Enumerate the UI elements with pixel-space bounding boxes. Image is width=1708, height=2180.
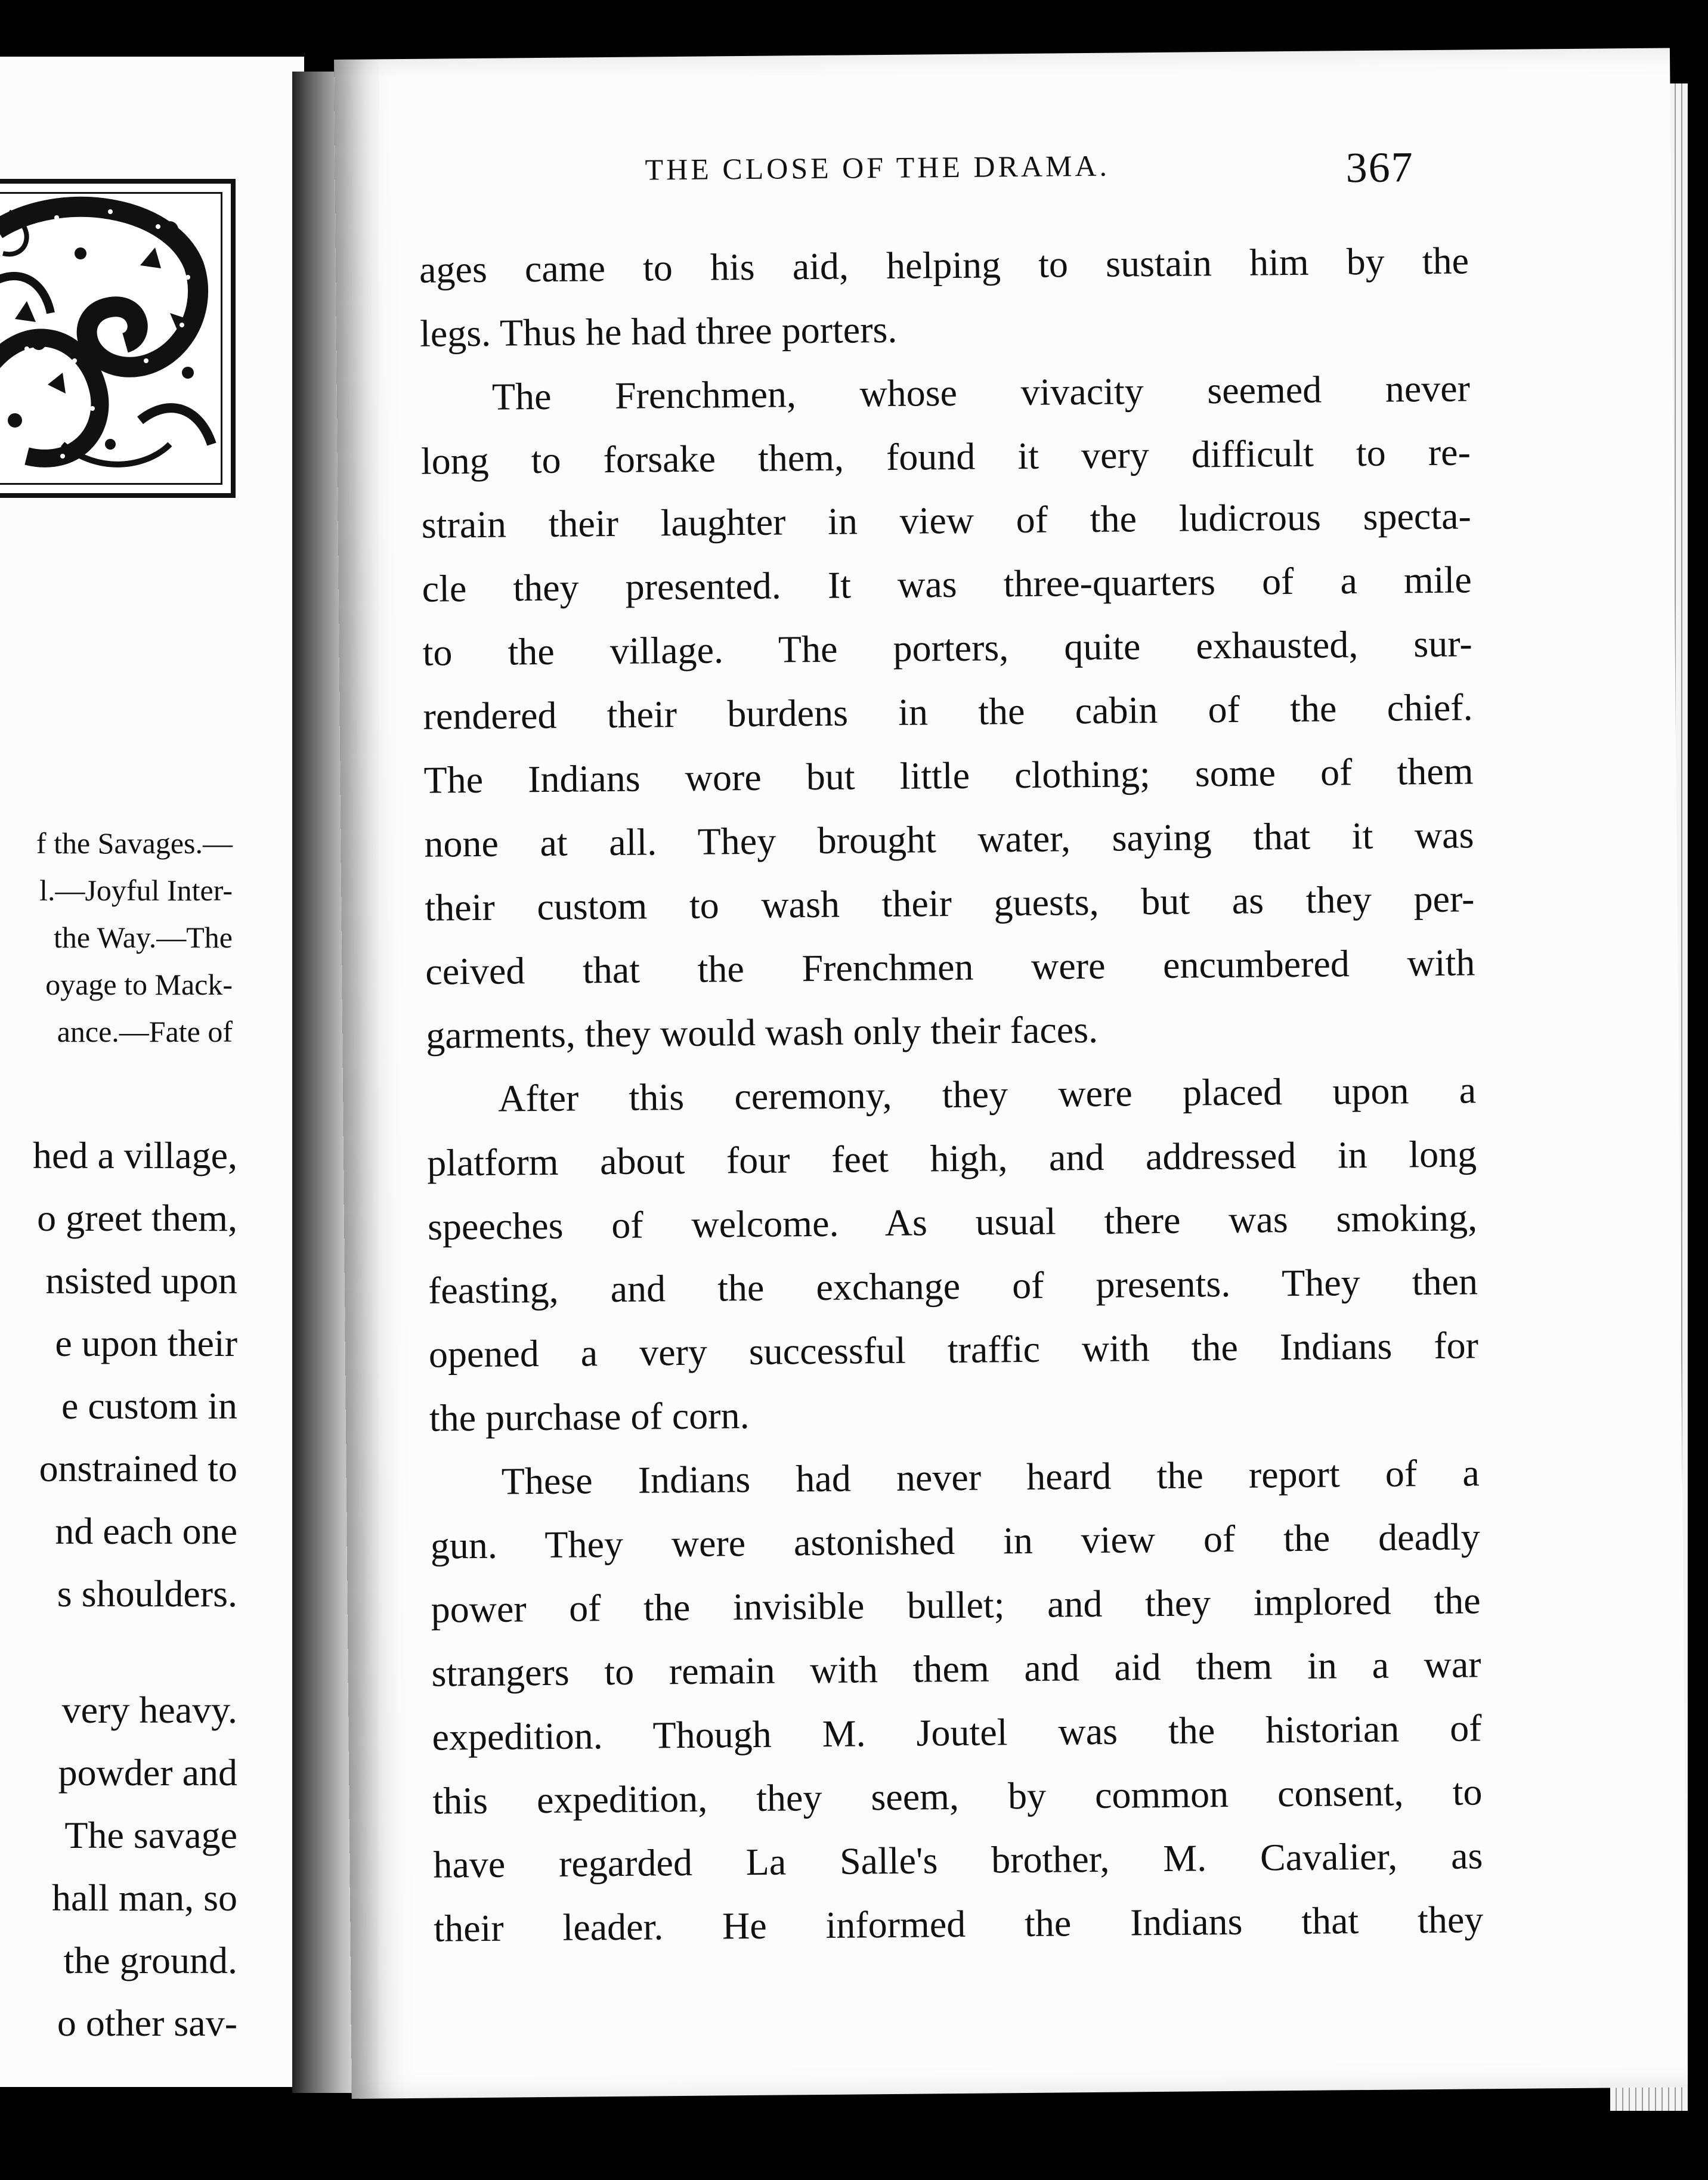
text-line: the purchase of corn.	[429, 1394, 750, 1439]
text-line: legs. Thus he had three porters.	[419, 308, 898, 355]
text-line: none at all. They brought water, saying that it was	[424, 813, 1474, 865]
left-summary-line: the Way.—The	[53, 921, 233, 954]
left-body-line: powder and	[58, 1751, 237, 1794]
text-line: ages came to his aid, helping to sustain him by the	[419, 239, 1469, 291]
left-body-gap	[0, 1625, 237, 1679]
text-line: strain their laughter in view of the ludicrous specta-	[421, 494, 1472, 546]
text-line: have regarded La Salle's brother, M. Cavalier, as	[433, 1834, 1483, 1886]
text-line: long to forsake them, found it very difficult to re-	[420, 431, 1471, 482]
body-text	[419, 228, 1484, 1960]
left-body-line: very heavy.	[61, 1689, 237, 1731]
text-line: rendered their burdens in the cabin of the chief.	[423, 686, 1473, 738]
text-line: to the village. The porters, quite exhausted, sur-	[422, 622, 1472, 674]
left-body-line: the ground.	[63, 1939, 237, 1981]
left-body-line: nd each one	[55, 1510, 237, 1552]
text-line: These Indians had never heard the report of a	[501, 1451, 1480, 1503]
text-line: cle they presented. It was three-quarters of a mile	[422, 558, 1472, 610]
text-line: this expedition, they seem, by common consent, to	[432, 1770, 1483, 1822]
left-body-line: onstrained to	[39, 1447, 237, 1490]
left-page	[0, 57, 304, 2087]
text-line: gun. They were astonished in view of the deadly	[430, 1515, 1480, 1567]
text-line: feasting, and the exchange of presents. They then	[428, 1260, 1478, 1312]
text-line: opened a very successful traffic with the Indians for	[428, 1324, 1479, 1376]
text-line: power of the invisible bullet; and they implored the	[431, 1579, 1481, 1631]
left-body-text	[0, 1124, 237, 2054]
left-body-line: nsisted upon	[45, 1259, 237, 1302]
text-line: strangers to remain with them and aid them in a war	[431, 1643, 1481, 1695]
text-line: After this ceremony, they were placed upon a	[497, 1069, 1477, 1120]
text-line: The Indians wore but little clothing; some of them	[423, 750, 1474, 801]
right-page	[334, 48, 1688, 2098]
left-body-line: hed a village,	[33, 1134, 237, 1176]
left-summary-line: oyage to Mack-	[45, 968, 233, 1001]
text-line: garments, they would wash only their faces.	[425, 1008, 1099, 1057]
left-summary-line: l.—Joyful Inter-	[39, 874, 233, 907]
left-body-line: The savage	[64, 1814, 237, 1856]
left-summary-line: f the Savages.—	[36, 826, 233, 860]
ornamental-initial	[0, 179, 236, 498]
left-body-line: o greet them,	[37, 1197, 237, 1239]
text-line: their leader. He informed the Indians that they	[434, 1898, 1484, 1950]
left-chapter-summary	[0, 820, 233, 1055]
text-line: their custom to wash their guests, but as they per-	[425, 877, 1475, 929]
text-line: platform about four feet high, and addressed in long	[426, 1132, 1477, 1184]
left-summary-line: ance.—Fate of	[57, 1015, 233, 1048]
left-body-line: e upon their	[55, 1322, 237, 1364]
left-body-line: hall man, so	[51, 1876, 237, 1919]
left-body-line: o other sav-	[57, 2002, 237, 2044]
running-title: THE CLOSE OF THE DRAMA.	[645, 148, 1110, 187]
left-body-line: s shoulders.	[57, 1572, 237, 1615]
text-line: speeches of welcome. As usual there was smoking,	[427, 1196, 1478, 1248]
page-number: 367	[1345, 143, 1414, 192]
text-line: expedition. Though M. Joutel was the historian of	[432, 1707, 1482, 1758]
left-body-line: e custom in	[61, 1385, 237, 1427]
text-line: ceived that the Frenchmen were encumbered with	[425, 941, 1475, 993]
text-line: The Frenchmen, whose vivacity seemed never	[491, 367, 1471, 418]
ornament-scroll-icon	[0, 194, 218, 480]
page-header	[645, 145, 1504, 212]
